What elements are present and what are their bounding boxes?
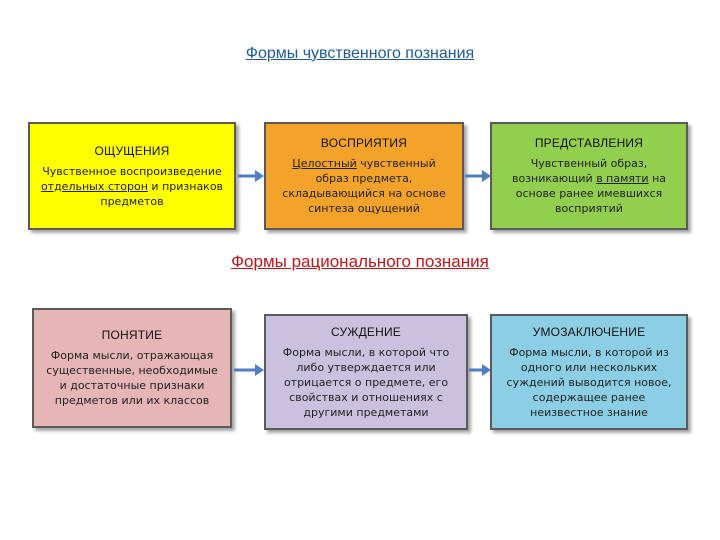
inference-title: УМОЗАКЛЮЧЕНИЕ xyxy=(532,324,646,339)
inference-box xyxy=(490,314,688,430)
judgment-box xyxy=(264,314,468,430)
judgment-title: СУЖДЕНИЕ xyxy=(331,324,401,339)
representation-title: ПРЕДСТАВЛЕНИЯ xyxy=(534,136,644,150)
sensation-title: ОЩУЩЕНИЯ xyxy=(94,143,170,158)
concept-title: ПОНЯТИЕ xyxy=(101,328,163,342)
sensation-text: Чувственное воспроизведение отдельных сторон и признаков предметов xyxy=(40,164,224,208)
arrow-sensation-to-perception xyxy=(236,168,266,184)
perception-box xyxy=(264,122,464,230)
perception-title: ВОСПРИЯТИЯ xyxy=(320,136,408,150)
representation-text: Чувственный образ, возникающий в памяти на основе ранее имевшихся восприятий xyxy=(511,157,667,215)
arrow-concept-to-judgment xyxy=(232,362,266,378)
representation-box xyxy=(490,122,688,230)
sensation-box xyxy=(28,122,236,230)
concept-text: Форма мысли, отражающая существенные, необходимые и достаточные признаки предметов или их классов xyxy=(46,349,218,407)
judgment-text: Форма мысли, в которой что либо утверждается или отрицается о предмете, его свойствах и отношениях с другими предметами xyxy=(282,345,450,419)
concept-box xyxy=(32,308,232,428)
perception-text: Целостный чувственный образ предмета, складывающийся на основе синтеза ощущений xyxy=(282,157,446,215)
rational-forms-title: Формы рационального познания xyxy=(231,252,489,271)
inference-text: Форма мысли, в которой из одного или нескольких суждений выводится новое, содержащее ранее неизвестное знание xyxy=(506,345,672,419)
sensory-forms-title: Формы чувственного познания xyxy=(245,45,475,62)
arrow-judgment-to-inference xyxy=(467,362,493,378)
arrow-perception-to-representation xyxy=(463,168,493,184)
